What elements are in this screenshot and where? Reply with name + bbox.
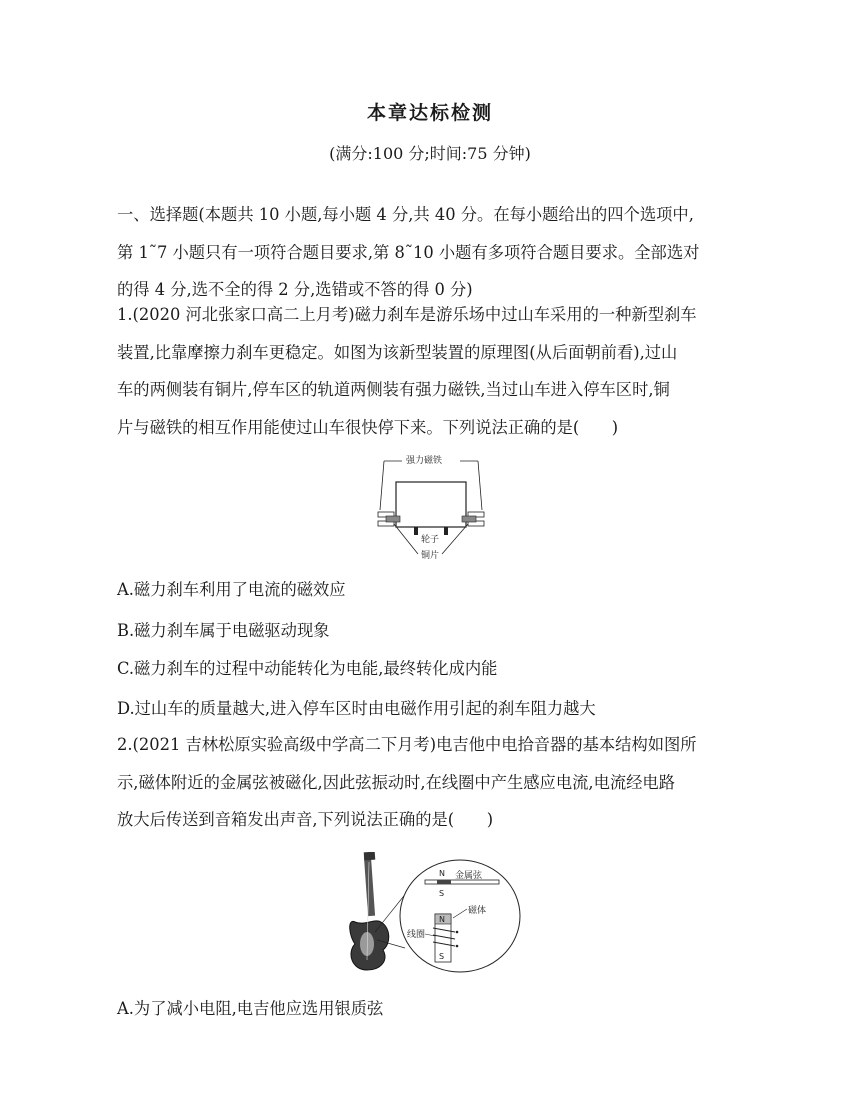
figure-pole-s-top: S <box>439 889 445 898</box>
question-1-stem <box>117 296 757 446</box>
guitar-neck-icon <box>364 856 375 916</box>
q1-option-a: A.磁力刹车利用了电流的磁效应 <box>117 580 346 599</box>
figure-label-string: 金属弦 <box>455 871 483 881</box>
figure-label-wheel: 轮子 <box>421 535 440 545</box>
figure-label-magnet-2: 磁体 <box>468 906 487 916</box>
instruction-line: 第 1˜7 小题只有一项符合题目要求,第 8˜10 小题有多项符合题目要求。全部选对 <box>117 242 700 262</box>
q1-option-b: B.磁力刹车属于电磁驱动现象 <box>117 621 330 640</box>
figure-pole-s-bottom: S <box>439 952 445 961</box>
figure-label-coil: 线圈 <box>407 930 426 940</box>
question-2-stem <box>117 726 757 839</box>
figure-pole-n-top: N <box>439 869 445 878</box>
question-line: 1.(2020 河北张家口高二上月考)磁力刹车是游乐场中过山车采用的一种新型刹车 <box>117 305 697 324</box>
instruction-line: 的得 4 分,选不全的得 2 分,选错或不答的得 0 分) <box>117 280 473 299</box>
figure-label-copper: 铜片 <box>421 551 440 561</box>
question-line: 车的两侧装有铜片,停车区的轨道两侧装有强力磁铁,当过山车进入停车区时,铜 <box>117 380 670 399</box>
figure-label-magnet: 强力磁铁 <box>406 456 443 466</box>
figure-pole-n-bottom: N <box>439 915 445 924</box>
question-line: 片与磁铁的相互作用能使过山车很快停下来。下列说法正确的是( ) <box>117 417 619 437</box>
q1-option-c: C.磁力刹车的过程中动能转化为电能,最终转化成内能 <box>117 659 498 678</box>
question-line: 放大后传送到音箱发出声音,下列说法正确的是( ) <box>117 810 494 829</box>
guitar-pickup-figure <box>345 852 523 974</box>
question-line: 示,磁体附近的金属弦被磁化,因此弦振动时,在线圈中产生感应电流,电流经电路 <box>117 772 675 792</box>
instruction-line: 一、选择题(本题共 10 小题,每小题 4 分,共 40 分。在每小题给出的四个选项中, <box>117 205 694 224</box>
q2-option-a: A.为了减小电阻,电吉他应选用银质弦 <box>117 999 384 1018</box>
page-title: 本章达标检测 <box>366 102 493 124</box>
magnetic-brake-figure <box>372 452 490 562</box>
section-instructions <box>117 196 757 309</box>
question-line: 装置,比靠摩擦力刹车更稳定。如图为该新型装置的原理图(从后面朝前看),过山 <box>117 342 678 362</box>
q1-option-d: D.过山车的质量越大,进入停车区时由电磁作用引起的刹车阻力越大 <box>117 699 596 718</box>
page-subtitle: (满分:100 分;时间:75 分钟) <box>329 144 531 163</box>
question-line: 2.(2021 吉林松原实验高级中学高二下月考)电吉他中电拾音器的基本结构如图所 <box>117 735 697 754</box>
